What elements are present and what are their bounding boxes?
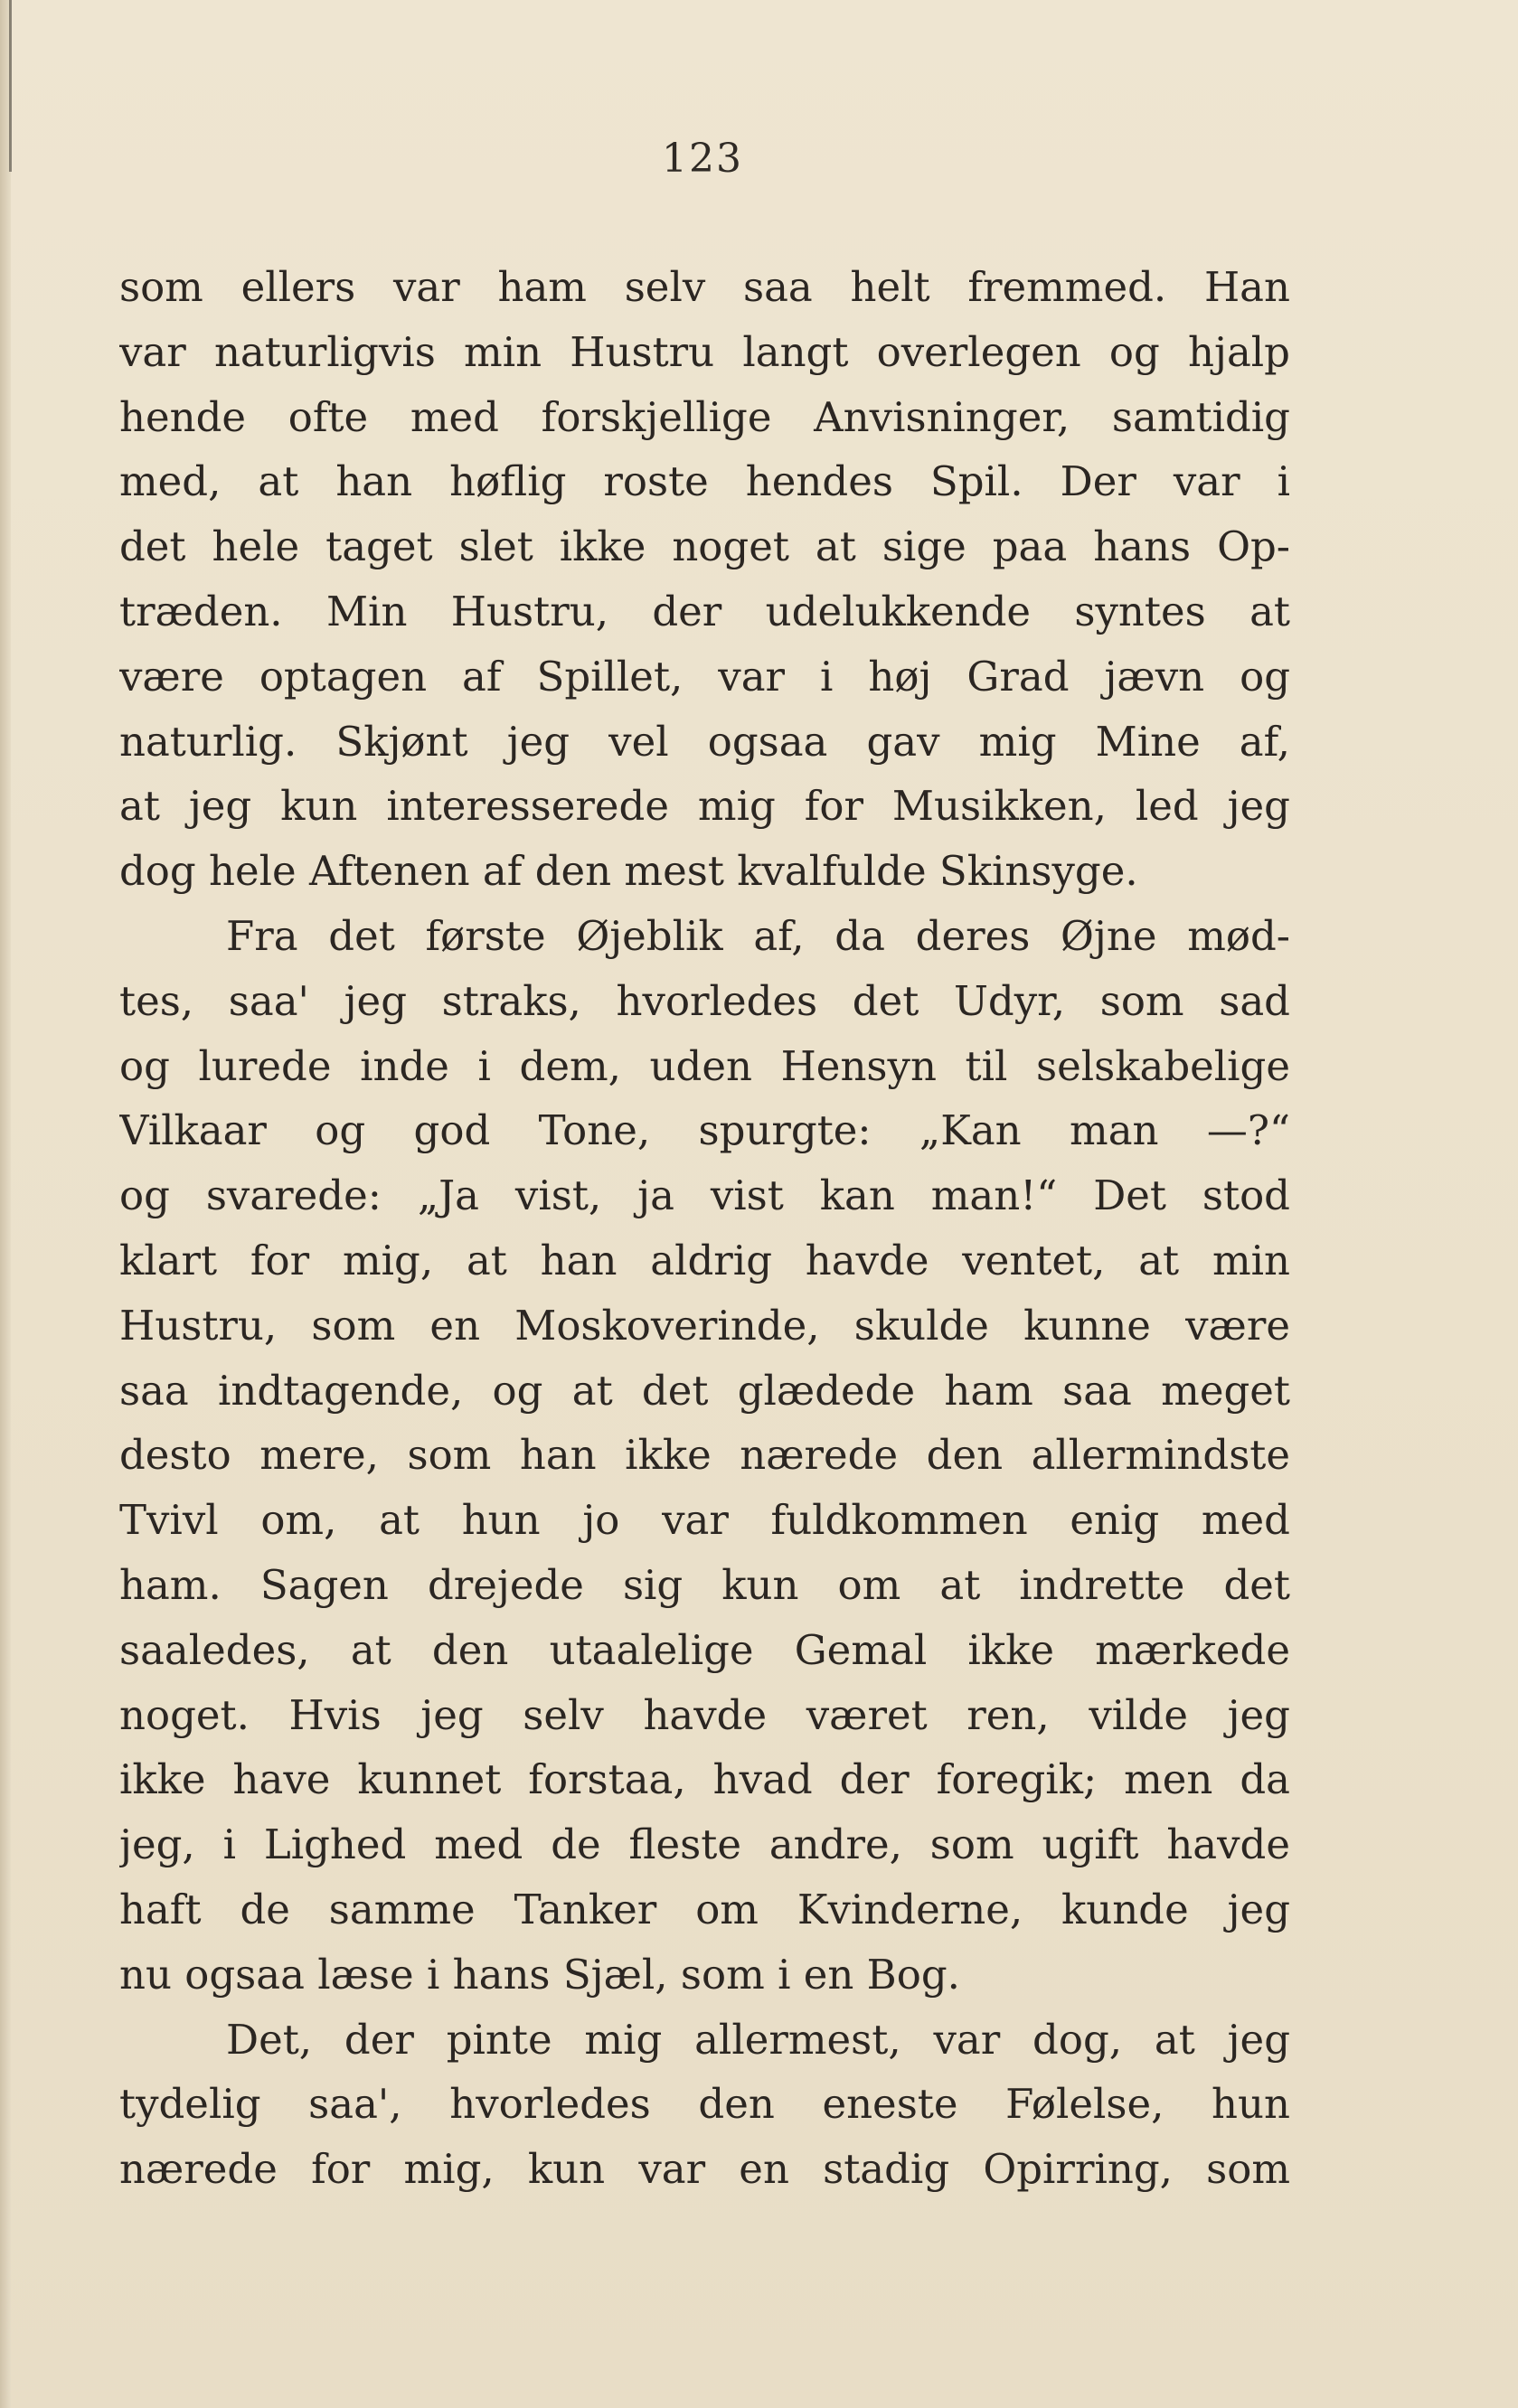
text-line: nærede for mig, kun var en stadig Opirring, som	[119, 2145, 1290, 2194]
text-line: tes, saa' jeg straks, hvorledes det Udyr, som sad	[119, 976, 1290, 1025]
text-line: noget. Hvis jeg selv havde været ren, vilde jeg	[119, 1690, 1290, 1739]
text-line: naturlig. Skjønt jeg vel ogsaa gav mig Mine af,	[119, 717, 1290, 766]
text-line: være optagen af Spillet, var i høj Grad jævn og	[119, 652, 1290, 701]
page-spine-edge	[0, 0, 11, 2408]
text-line: ikke have kunnet forstaa, hvad der foregik; men da	[119, 1755, 1290, 1804]
text-line: og lurede inde i dem, uden Hensyn til selskabelige	[119, 1041, 1290, 1090]
paragraph-first-line: Fra det første Øjeblik af, da deres Øjne mød-	[226, 911, 1290, 960]
page-number: 123	[662, 136, 743, 182]
text-line: jeg, i Lighed med de fleste andre, som ugift havde	[119, 1820, 1290, 1869]
text-line: træden. Min Hustru, der udelukkende syntes at	[119, 587, 1290, 635]
body-text	[119, 255, 1290, 2202]
text-line: nu ogsaa læse i hans Sjæl, som i en Bog.	[119, 1950, 960, 1999]
text-line: at jeg kun interesserede mig for Musikken, led jeg	[119, 782, 1290, 831]
text-line: klart for mig, at han aldrig havde ventet, at min	[119, 1236, 1290, 1284]
page-spine-shadow	[9, 0, 12, 172]
text-line: Vilkaar og god Tone, spurgte: „Kan man —?“	[119, 1106, 1290, 1155]
text-line: som ellers var ham selv saa helt fremmed. Han	[119, 263, 1290, 311]
text-line: saa indtagende, og at det glædede ham saa meget	[119, 1366, 1290, 1415]
text-line: var naturligvis min Hustru langt overlegen og hjalp	[119, 327, 1290, 376]
text-line: saaledes, at den utaalelige Gemal ikke mærkede	[119, 1625, 1290, 1674]
text-line: ham. Sagen drejede sig kun om at indrette det	[119, 1560, 1290, 1609]
text-line: Tvivl om, at hun jo var fuldkommen enig med	[119, 1496, 1290, 1545]
text-line: desto mere, som han ikke nærede den allermindste	[119, 1431, 1290, 1480]
text-line: Hustru, som en Moskoverinde, skulde kunne være	[119, 1301, 1290, 1350]
paragraph-first-line: Det, der pinte mig allermest, var dog, at jeg	[226, 2015, 1290, 2064]
text-line: med, at han høflig roste hendes Spil. Der var i	[119, 457, 1290, 506]
text-line: tydelig saa', hvorledes den eneste Følelse, hun	[119, 2080, 1290, 2129]
text-line: haft de samme Tanker om Kvinderne, kunde jeg	[119, 1885, 1290, 1933]
text-line: dog hele Aftenen af den mest kvalfulde Skinsyge.	[119, 847, 1138, 896]
text-line: hende ofte med forskjellige Anvisninger, samtidig	[119, 392, 1290, 441]
text-line: og svarede: „Ja vist, ja vist kan man!“ Det stod	[119, 1171, 1290, 1220]
text-line: det hele taget slet ikke noget at sige paa hans Op-	[119, 522, 1290, 571]
